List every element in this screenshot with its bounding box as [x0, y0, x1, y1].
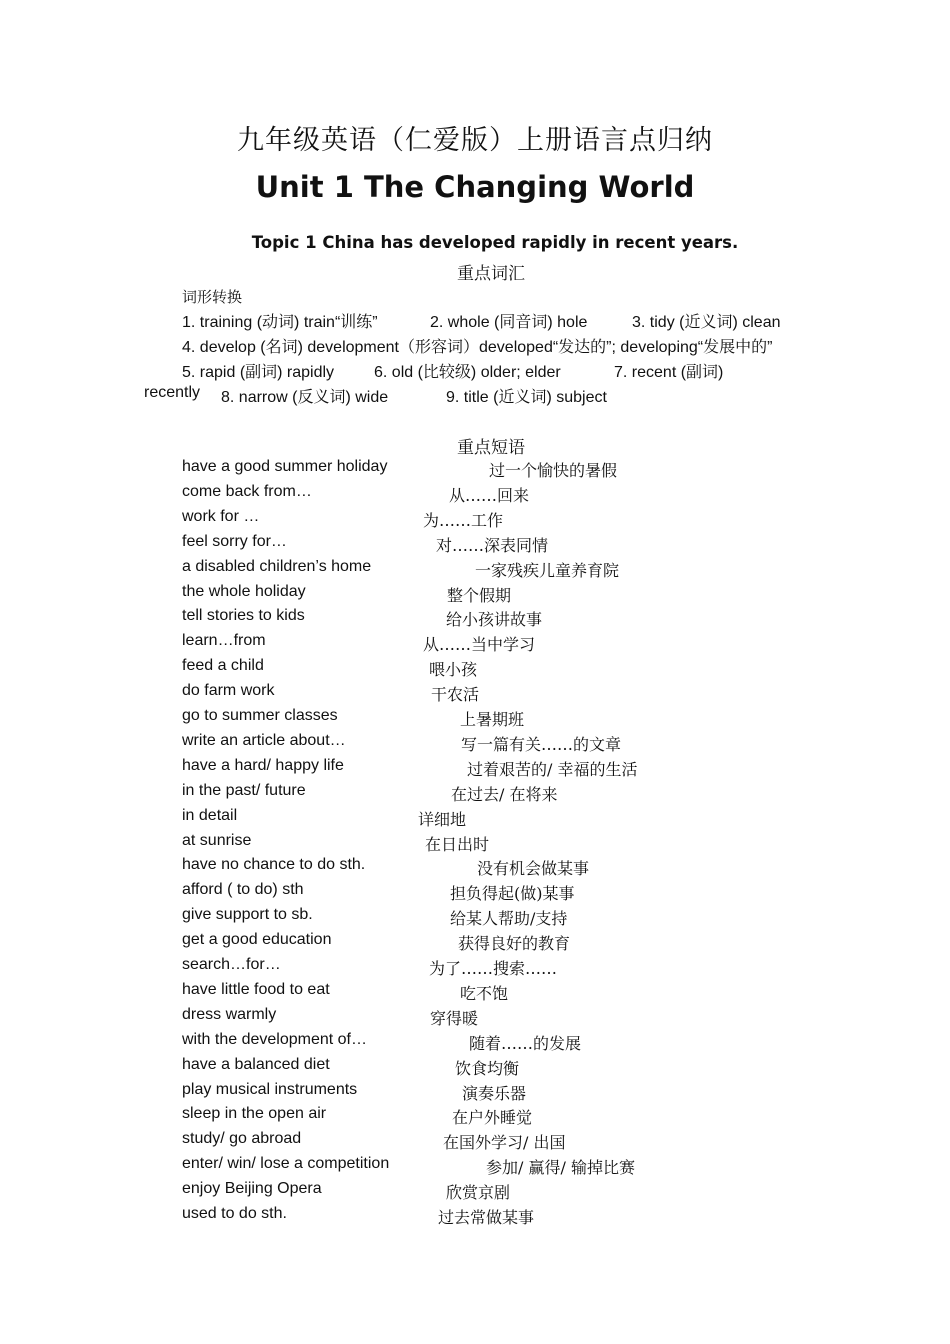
vocab-item-3: 3. tidy (近义词) clean [632, 314, 781, 331]
phrase-en: the whole holiday [182, 582, 306, 600]
phrase-en: tell stories to kids [182, 607, 305, 625]
phrase-cn: 随着……的发展 [469, 1033, 582, 1053]
phrase-en: have a hard/ happy life [182, 756, 344, 774]
phrase-cn: 喂小孩 [429, 660, 478, 680]
phrase-en: search…for… [182, 956, 281, 973]
phrase-en: have a balanced diet [182, 1055, 330, 1073]
phrase-en: learn…from [182, 632, 266, 650]
phrase-en: at sunrise [182, 831, 252, 849]
phrase-en: dress warmly [182, 1005, 277, 1023]
vocab-item-6: 6. old (比较级) older; elder [374, 364, 561, 381]
phrase-cn: 从……回来 [449, 485, 530, 505]
phrase-en: play musical instruments [182, 1080, 358, 1098]
phrase-en: in the past/ future [182, 781, 306, 799]
phrase-cn: 过一个愉快的暑假 [489, 461, 618, 480]
phrase-en: feed a child [182, 657, 264, 675]
phrase-cn: 给小孩讲故事 [446, 610, 543, 630]
phrase-en: enjoy Beijing Opera [182, 1180, 322, 1198]
phrase-en: have little food to eat [182, 980, 330, 998]
phrase-en: write an article about… [182, 731, 346, 749]
phrase-en: come back from… [182, 482, 312, 500]
phrase-en: with the development of… [182, 1030, 367, 1048]
vocab-item-1: 1. training (动词) train“训练” [182, 314, 378, 331]
vocab-item-7-cont: recently [144, 384, 201, 401]
phrase-cn: 上暑期班 [460, 710, 525, 729]
phrase-cn: 从……当中学习 [423, 635, 536, 655]
vocab-item-7: 7. recent (副词) [614, 364, 724, 381]
phrase-en: work for … [182, 507, 260, 525]
phrase-cn: 一家残疾儿童养育院 [475, 560, 620, 580]
phrase-en: do farm work [182, 682, 275, 700]
phrase-en: study/ go abroad [182, 1130, 302, 1148]
vocab-subheading: 词形转换 [182, 288, 243, 306]
phrase-cn: 整个假期 [447, 585, 512, 605]
phrase-en: in detail [182, 806, 238, 824]
unit-title: Unit 1 The Changing World [255, 170, 695, 204]
phrase-cn: 对……深表同情 [436, 535, 549, 555]
phrase-cn: 没有机会做某事 [477, 859, 590, 879]
vocab-heading: 重点词汇 [457, 264, 525, 284]
phrase-cn: 详细地 [418, 809, 467, 829]
vocab-item-4: 4. develop (名词) development（形容词）developed“发达的”; developing“发展中的” [182, 339, 773, 356]
phrase-cn: 在日出时 [425, 834, 490, 854]
phrase-en: afford ( to do) sth [182, 881, 304, 899]
phrase-cn: 为……工作 [423, 510, 504, 530]
phrase-cn: 在国外学习/ 出国 [443, 1133, 566, 1153]
phrase-en: a disabled children’s home [182, 557, 372, 575]
phrase-en: sleep in the open air [182, 1105, 327, 1123]
phrase-en: have no chance to do sth. [182, 856, 366, 874]
vocab-item-5: 5. rapid (副词) rapidly [182, 364, 335, 381]
phrase-cn: 担负得起(做)某事 [450, 884, 575, 904]
phrase-cn: 在户外睡觉 [452, 1108, 533, 1128]
vocab-item-8: 8. narrow (反义词) wide [221, 389, 389, 406]
phrase-cn: 穿得暖 [430, 1008, 479, 1028]
topic-title: Topic 1 China has developed rapidly in recent years. [251, 233, 739, 252]
phrase-cn: 过着艰苦的/ 幸福的生活 [467, 759, 638, 779]
phrase-cn: 过去常做某事 [438, 1208, 535, 1227]
phrase-cn: 为了……搜索…… [429, 959, 558, 978]
phrase-cn: 干农活 [431, 685, 480, 705]
phrase-cn: 给某人帮助/支持 [450, 909, 568, 929]
phrases-heading: 重点短语 [457, 438, 525, 458]
phrase-en: give support to sb. [182, 906, 313, 924]
phrase-en: get a good education [182, 931, 332, 949]
phrase-cn: 在过去/ 在将来 [451, 784, 558, 804]
phrase-en: go to summer classes [182, 707, 338, 724]
phrase-cn: 写一篇有关……的文章 [461, 734, 622, 754]
phrase-en: used to do sth. [182, 1205, 287, 1222]
phrase-cn: 参加/ 赢得/ 输掉比赛 [486, 1158, 635, 1178]
phrase-cn: 演奏乐器 [462, 1083, 527, 1103]
phrase-cn: 获得良好的教育 [458, 934, 571, 954]
document-title: 九年级英语（仁爱版）上册语言点归纳 [237, 125, 713, 156]
phrase-cn: 吃不饱 [460, 983, 509, 1003]
vocab-item-2: 2. whole (同音词) hole [430, 314, 588, 331]
phrase-cn: 饮食均衡 [455, 1058, 520, 1078]
vocab-item-9: 9. title (近义词) subject [446, 389, 607, 406]
phrase-en: feel sorry for… [182, 532, 287, 550]
phrase-en: enter/ win/ lose a competition [182, 1155, 390, 1173]
phrase-en: have a good summer holiday [182, 458, 388, 475]
phrase-cn: 欣赏京剧 [446, 1183, 511, 1203]
